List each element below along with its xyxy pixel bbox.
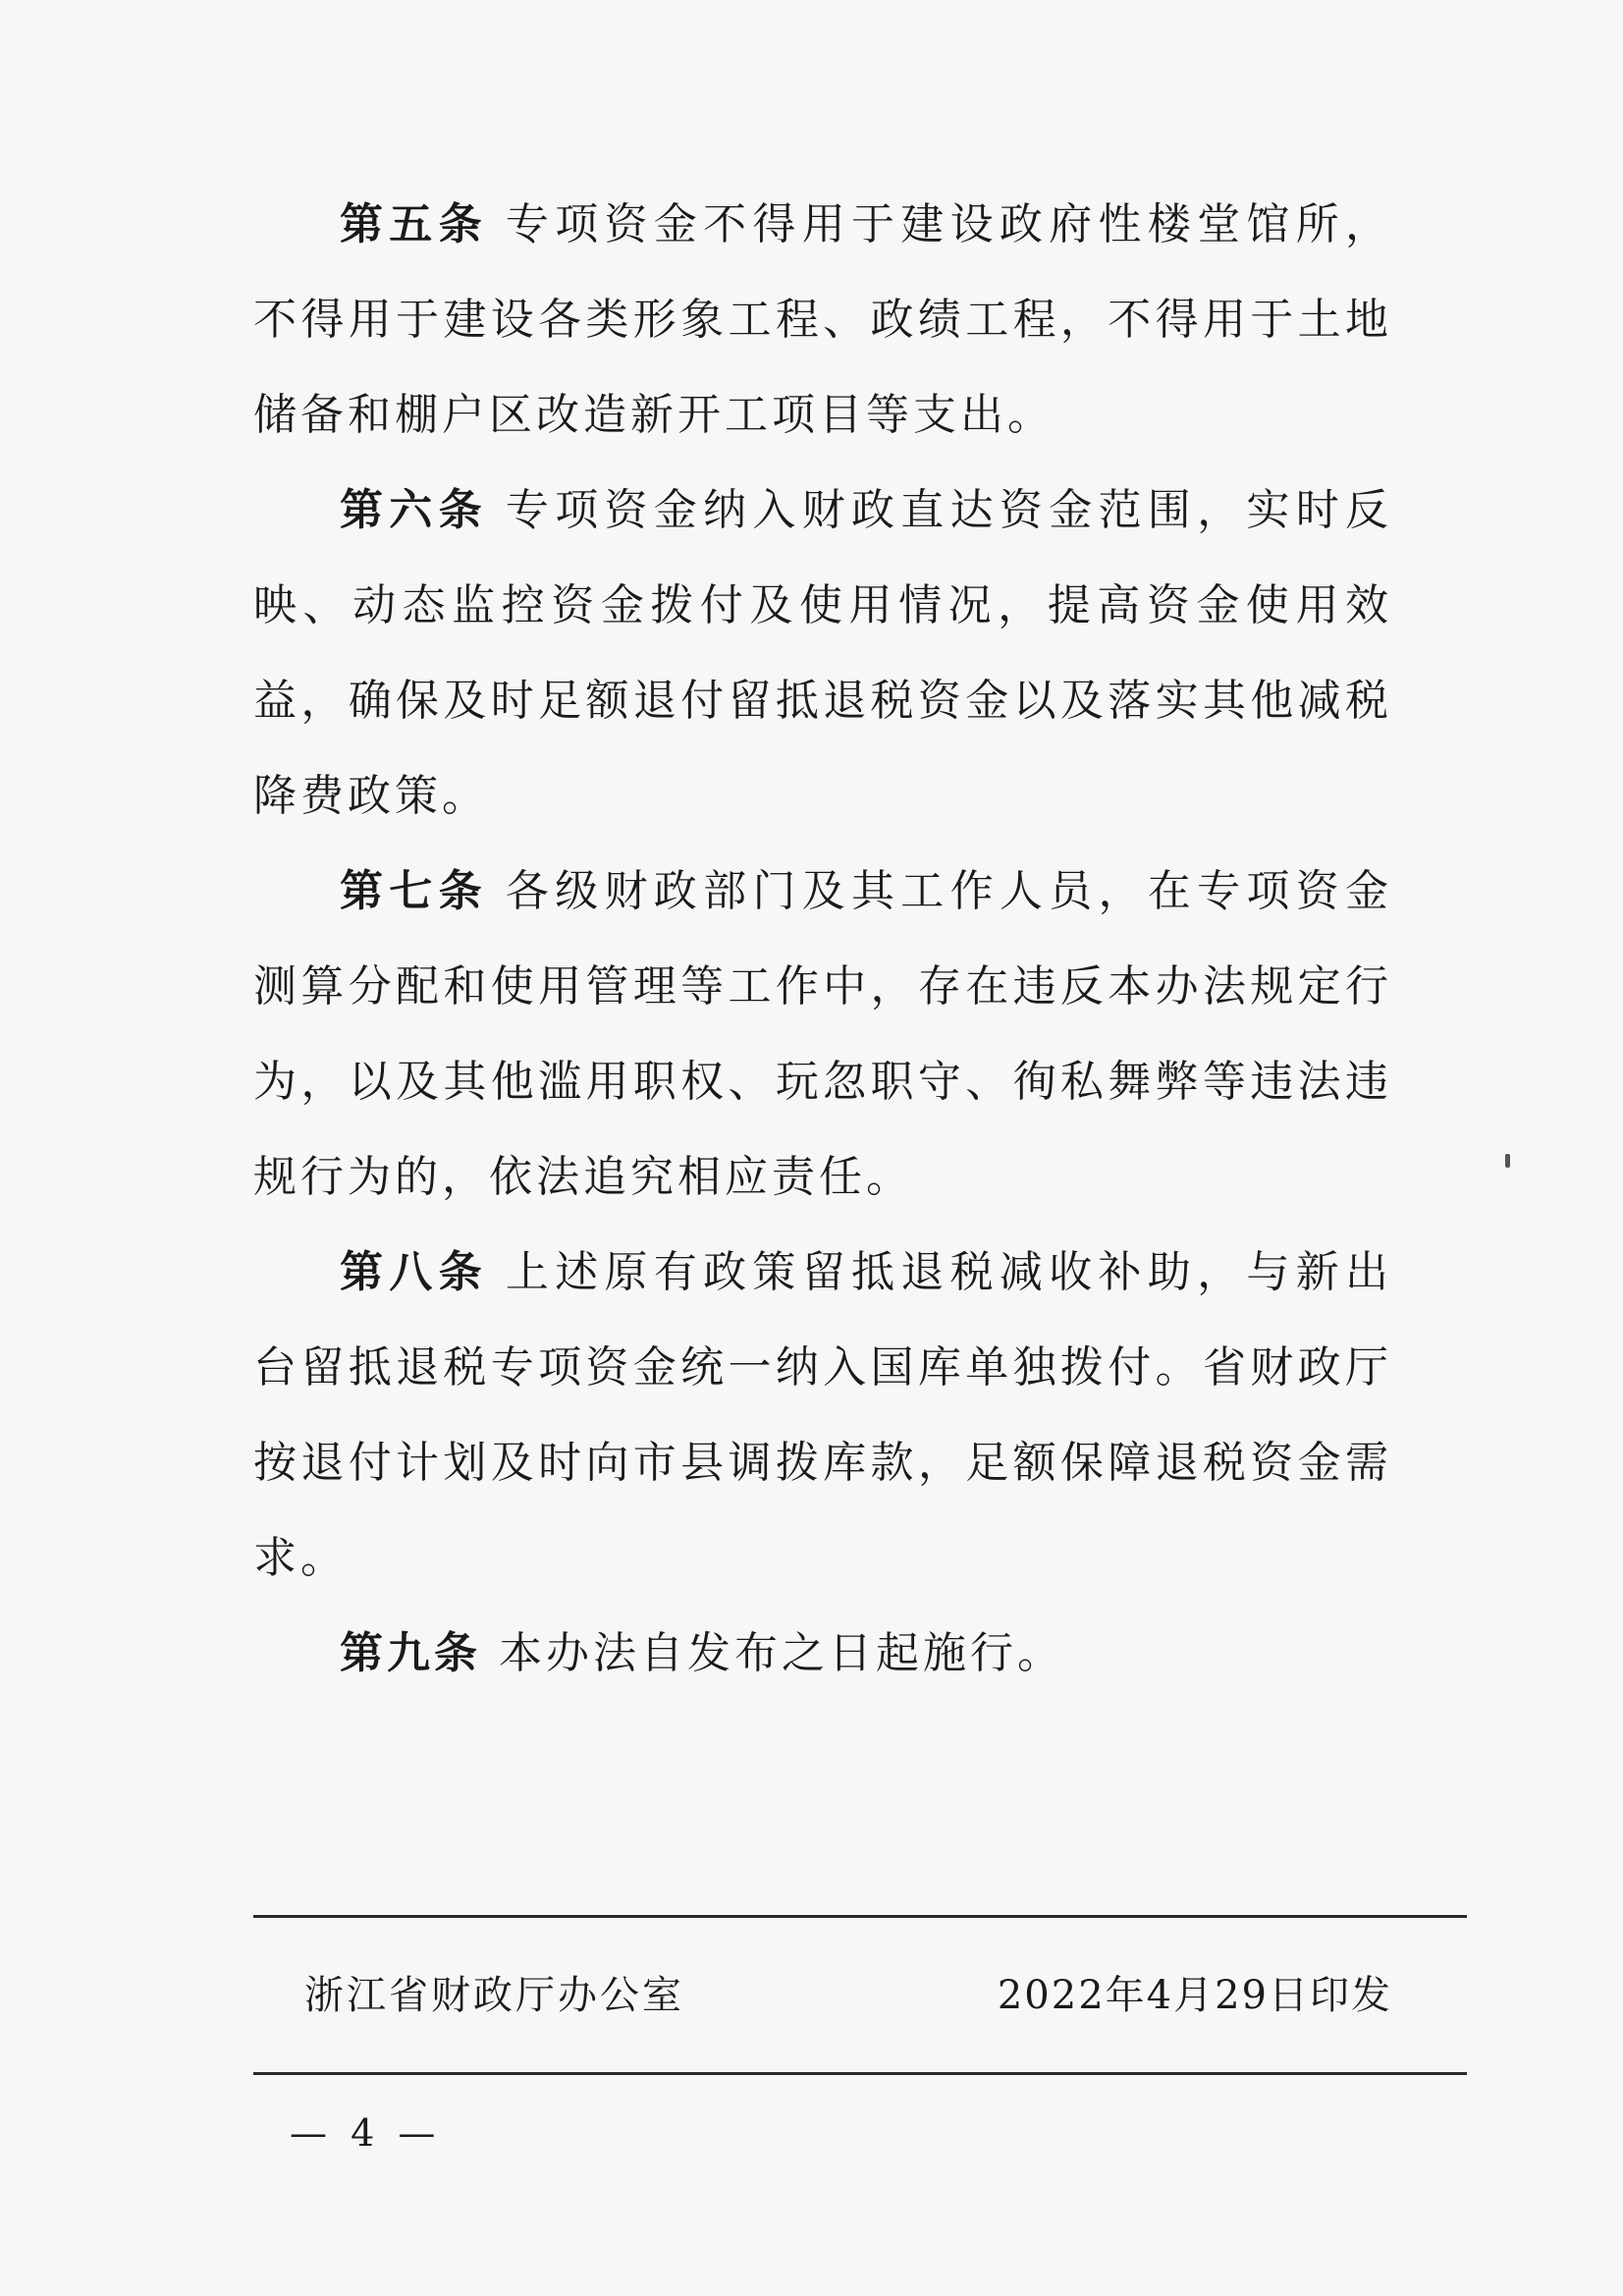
scan-speck [1505,1154,1510,1168]
article-9-number: 第九条 [340,1628,481,1678]
article-5-text: 专项资金不得用于建设政府性楼堂馆所，不得用于建设各类形象工程、政绩工程，不得用于土地储备和棚户区改造新开工项目等支出。 [253,199,1393,440]
article-8-text: 上述原有政策留抵退税减收补助，与新出台留抵退税专项资金统一纳入国库单独拨付。省财政厅按退付计划及时向市县调拨库款，足额保障退税资金需求。 [253,1247,1393,1583]
article-8-number: 第八条 [340,1247,488,1297]
article-5-number: 第五条 [340,199,488,249]
article-6-text: 专项资金纳入财政直达资金范围，实时反映、动态监控资金拨付及使用情况，提高资金使用效益，确保及时足额退付留抵退税资金以及落实其他减税降费政策。 [253,485,1393,821]
article-9 [253,1606,1392,1701]
article-5 [253,177,1392,463]
issuer-name: 浙江省财政厅办公室 [304,1973,684,2018]
footer-bottom-rule [253,2072,1467,2075]
article-list [253,177,1392,1701]
article-7-text: 各级财政部门及其工作人员，在专项资金测算分配和使用管理等工作中，存在违反本办法规定行为，以及其他滥用职权、玩忽职守、徇私舞弊等违法违规行为的，依法追究相应责任。 [253,866,1393,1202]
issue-date: 2022年4月29日印发 [997,1973,1392,2018]
article-6-number: 第六条 [340,485,488,535]
article-9-text: 本办法自发布之日起施行。 [499,1628,1064,1678]
article-8 [253,1225,1392,1606]
footer-top-rule [253,1915,1467,1918]
article-6 [253,463,1392,844]
page-number: — 4 — [290,2111,442,2155]
article-7-number: 第七条 [340,866,488,916]
article-7 [253,844,1392,1225]
